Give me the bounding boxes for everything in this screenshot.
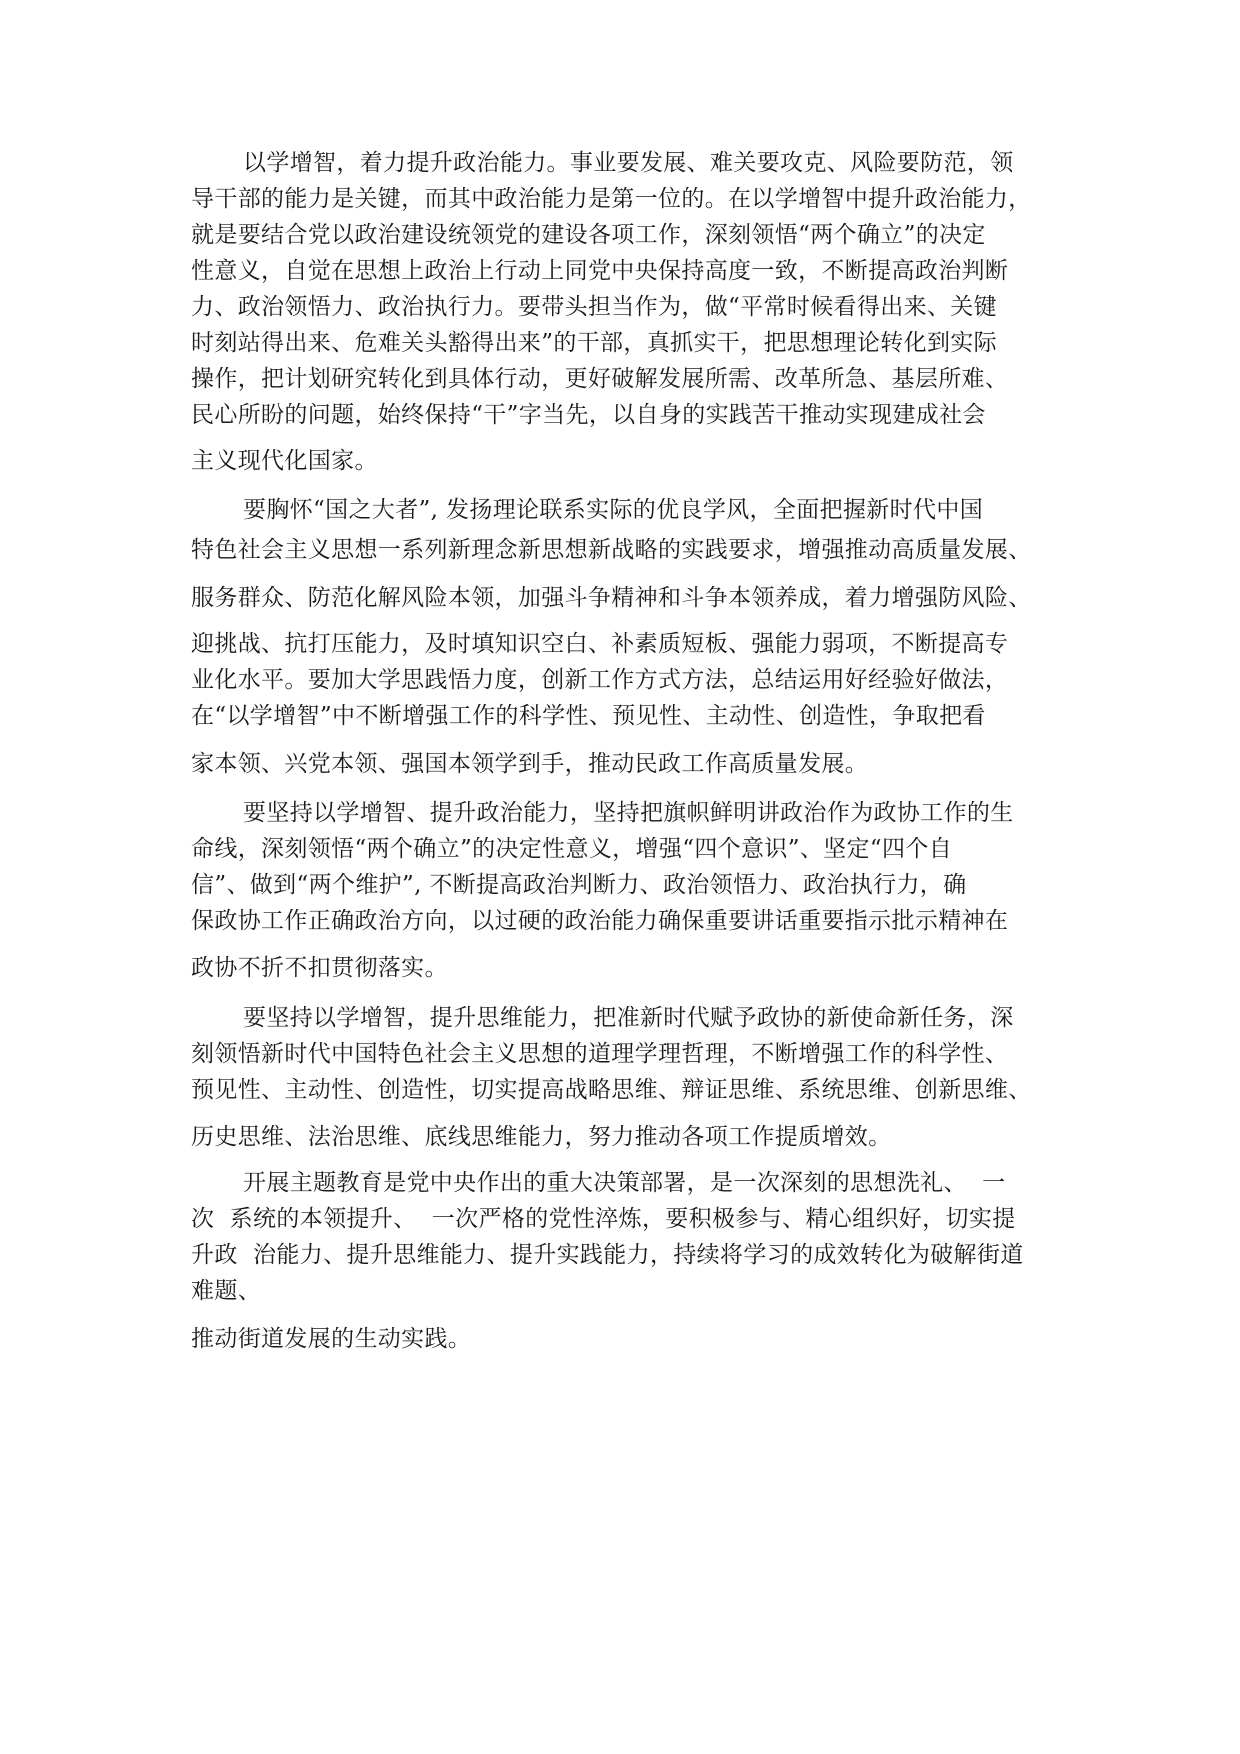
text-line: 家本领、兴党本领、强国本领学到手，推动民政工作高质量发展。 [191, 751, 869, 777]
text-line: 信”、做到“两个维护”, 不断提高政治判断力、政治领悟力、政治执行力，确 [191, 872, 967, 898]
text-line: 开展主题教育是党中央作出的重大决策部署，是一次深刻的思想洗礼、 一 [243, 1170, 1006, 1196]
text-line: 刻领悟新时代中国特色社会主义思想的道理学理哲理，不断增强工作的科学性、 [191, 1041, 1009, 1067]
text-line: 要坚持以学增智，提升思维能力，把准新时代赋予政协的新使命新任务，深 [243, 1005, 1014, 1031]
text-line: 力、政治领悟力、政治执行力。要带头担当作为，做“平常时候看得出来、关键 [191, 294, 998, 320]
text-line: 次 系统的本领提升、 一次严格的党性淬炼，要积极参与、精心组织好，切实提 [191, 1206, 1016, 1232]
text-line: 政协不折不扣贯彻落实。 [191, 955, 448, 981]
text-line: 难题、 [191, 1278, 262, 1304]
text-line: 历史思维、法治思维、底线思维能力，努力推动各项工作提质增效。 [191, 1124, 892, 1150]
text-line: 就是要结合党以政治建设统领党的建设各项工作，深刻领悟“两个确立”的决定 [191, 222, 986, 248]
text-line: 特色社会主义思想一系列新理念新思想新战略的实践要求，增强推动高质量发展、 [191, 537, 1032, 563]
text-line: 时刻站得出来、危难关头豁得出来”的干部，真抓实干，把思想理论转化到实际 [191, 330, 998, 356]
text-line: 保政协工作正确政治方向，以过硬的政治能力确保重要讲话重要指示批示精神在 [191, 908, 1009, 934]
text-line: 服务群众、防范化解风险本领，加强斗争精神和斗争本领养成，着力增强防风险、 [191, 585, 1032, 611]
text-line: 业化水平。要加大学思践悟力度，创新工作方式方法，总结运用好经验好做法， [191, 667, 1009, 693]
text-line: 迎挑战、抗打压能力，及时填知识空白、补素质短板、强能力弱项，不断提高专 [191, 631, 1009, 657]
text-line: 主义现代化国家。 [191, 448, 378, 474]
text-line: 性意义，自觉在思想上政治上行动上同党中央保持高度一致，不断提高政治判断 [191, 258, 1009, 284]
text-line: 推动街道发展的生动实践。 [191, 1326, 472, 1352]
text-line: 在“以学增智”中不断增强工作的科学性、预见性、主动性、创造性，争取把看 [191, 703, 986, 729]
text-line: 民心所盼的问题，始终保持“干”字当先，以自身的实践苦干推动实现建成社会 [191, 402, 986, 428]
text-line: 操作，把计划研究转化到具体行动，更好破解发展所需、改革所急、基层所难、 [191, 366, 1009, 392]
text-line: 升政 治能力、提升思维能力、提升实践能力，持续将学习的成效转化为破解街道 [191, 1242, 1024, 1268]
text-line: 命线，深刻领悟“两个确立”的决定性意义，增强“四个意识”、坚定“四个自 [191, 836, 953, 862]
text-line: 预见性、主动性、创造性，切实提高战略思维、辩证思维、系统思维、创新思维、 [191, 1077, 1032, 1103]
text-line: 要坚持以学增智、提升政治能力，坚持把旗帜鲜明讲政治作为政协工作的生 [243, 800, 1014, 826]
text-line: 以学增智，着力提升政治能力。事业要发展、难关要攻克、风险要防范，领 [243, 150, 1014, 176]
text-line: 导干部的能力是关键，而其中政治能力是第一位的。在以学增智中提升政治能力， [191, 186, 1032, 212]
text-line: 要胸怀“国之大者”, 发扬理论联系实际的优良学风，全面把握新时代中国 [243, 497, 984, 523]
